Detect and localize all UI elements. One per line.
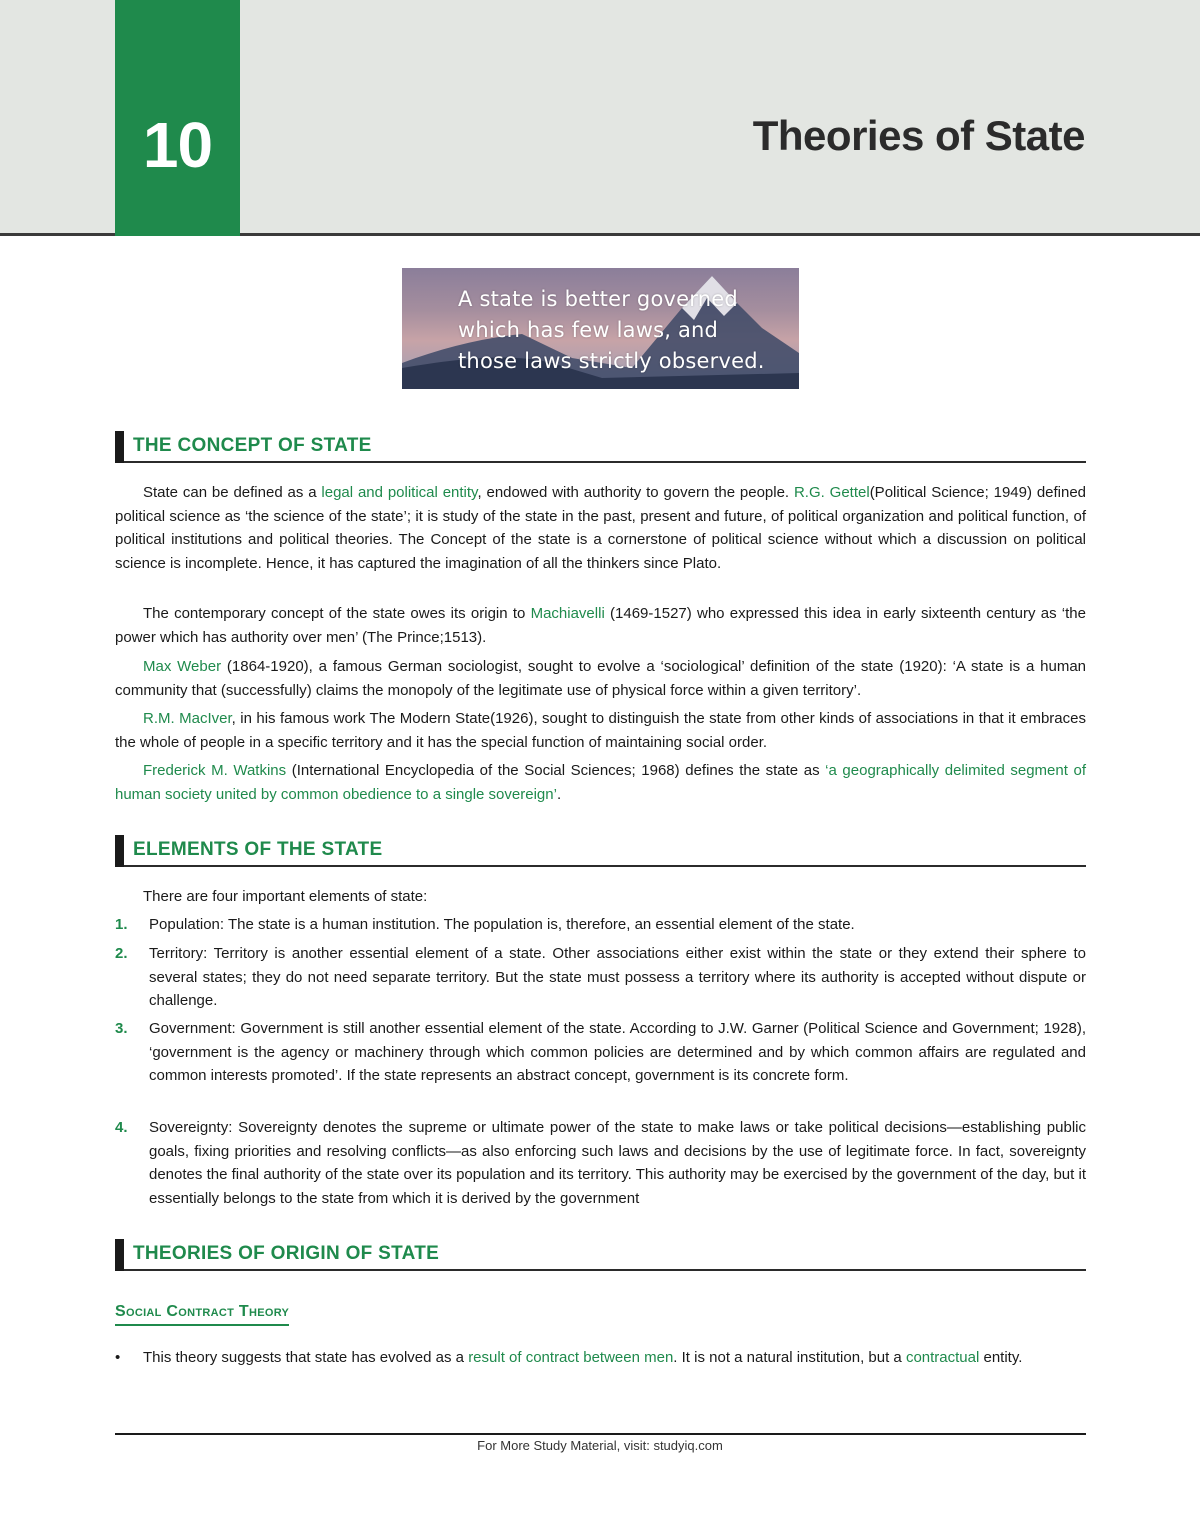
list-item (115, 1116, 1086, 1210)
highlight-text: ‘a geographically delimited segment of human society united by common obedience to a single sovereign’ (115, 762, 1086, 803)
section-heading-label: ELEMENTS OF THE STATE (133, 839, 383, 860)
quote-image (402, 268, 799, 389)
subheading-social-contract: Social Contract Theory (115, 1303, 289, 1326)
paragraph-maciver (115, 707, 1086, 754)
highlight-text: contractual (905, 1349, 980, 1366)
highlight-text: result of contract between men (468, 1349, 674, 1366)
text-run: . (556, 785, 562, 803)
heading-bar (115, 431, 124, 463)
text-run: (Political Science; 1949) defined political science as ‘the science of the state’; it is study of the state in the past, present and future, of political organization and political function, of political institutions and political theories. The Concept of the state is a cornerstone of political science without which a discussion on political science is incomplete. Hence, it has captured the imagination of all the thinkers since Plato. (115, 484, 1087, 572)
text-run: (1864-1920), a famous German sociologist, sought to evolve a ‘sociological’ definition of the state (1920): ‘A state is a human community that (successfully) claims the monopoly of the legitimate use of physical force within a given territory’. (115, 658, 1087, 699)
text-run: , in his famous work The Modern State(1926), sought to distinguish the state from other kinds of associations in that it embraces the whole of people in a specific territory and it has the special function of maintaining social order. (115, 710, 1086, 751)
chapter-number: 10 (142, 109, 213, 181)
bullet-item (115, 1346, 1086, 1370)
section-heading-label: THEORIES OF ORIGIN OF STATE (133, 1243, 440, 1264)
quote-line: which has few laws, and (458, 318, 719, 342)
quote-line: those laws strictly observed. (458, 349, 765, 373)
author-name: R.M. MacIver (143, 710, 232, 727)
list-text: Territory: Territory is another essential element of a state. Other associations either exist within the state or they extend their sphere to several states; they do not need separate territory. But the state must possess a territory where its authority is accepted without dispute or challenge. (149, 945, 1086, 1009)
author-name: Max Weber (143, 658, 222, 675)
bullet-text (143, 1346, 1086, 1370)
list-text: Population: The state is a human institution. The population is, therefore, an essential element of the state. (149, 916, 855, 933)
paragraph-machiavelli (115, 602, 1086, 649)
list-number: 1. (115, 916, 128, 933)
text-run: This theory suggests that state has evolved as a (143, 1349, 469, 1366)
footer-divider (115, 1433, 1086, 1435)
paragraph-definition (115, 481, 1086, 575)
paragraph-weber (115, 655, 1086, 702)
section-heading-elements (115, 835, 1086, 867)
list-text: Sovereignty: Sovereignty denotes the supreme or ultimate power of the state to make laws or take political decisions—establishing public goals, fixing priorities and resolving conflicts—as also enforcing such laws and decisions by the use of legitimate force. In fact, sovereignty denotes the final authority of the state over its population and its territory. This authority may be exercised by the government of the day, but it essentially belongs to the state from which it is derived by the government (149, 1119, 1086, 1207)
list-number: 4. (115, 1119, 128, 1136)
list-text: Government: Government is still another essential element of the state. According to J.W. Garner (Political Science and Government; 1928), ‘government is the agency or machinery through which common policies are determined and by which common affairs are regulated and common interests promoted’. If the state represents an abstract concept, government is its concrete form. (149, 1020, 1086, 1084)
heading-bar (115, 835, 124, 867)
list-number: 3. (115, 1020, 128, 1037)
highlight-text: legal and political entity (321, 484, 478, 501)
quote-line: A state is better governed (458, 287, 738, 311)
text-run: (1469-1527) who expressed this idea in early sixteenth century as ‘the power which has authority over men’ (The Prince;1513). (115, 605, 1086, 646)
author-name: Frederick M. Watkins (143, 762, 287, 779)
section-heading-theories (115, 1239, 1086, 1271)
text-run: entity. (979, 1349, 1023, 1366)
text-run: (International Encyclopedia of the Social Sciences; 1968) defines the state as (286, 762, 826, 779)
text-run: The contemporary concept of the state owes its origin to (143, 605, 531, 622)
text-run: , endowed with authority to govern the people. (477, 484, 794, 501)
heading-bar (115, 1239, 124, 1271)
chapter-title: Theories of State (752, 112, 1085, 159)
list-item (115, 942, 1086, 1013)
paragraph-watkins (115, 759, 1086, 806)
list-item (115, 913, 1086, 937)
text-run: . It is not a natural institution, but a (673, 1349, 906, 1366)
author-name: Machiavelli (530, 605, 605, 622)
list-number: 2. (115, 945, 128, 962)
section-heading-concept (115, 431, 1086, 463)
author-name: R.G. Gettel (793, 484, 870, 501)
text-run: State can be defined as a (143, 484, 322, 501)
bullet-dot: • (115, 1349, 121, 1366)
footer-text: For More Study Material, visit: studyiq.com (477, 1438, 723, 1453)
elements-intro: There are four important elements of state: (143, 888, 428, 905)
list-item (115, 1017, 1086, 1088)
section-heading-label: THE CONCEPT OF STATE (133, 435, 372, 456)
